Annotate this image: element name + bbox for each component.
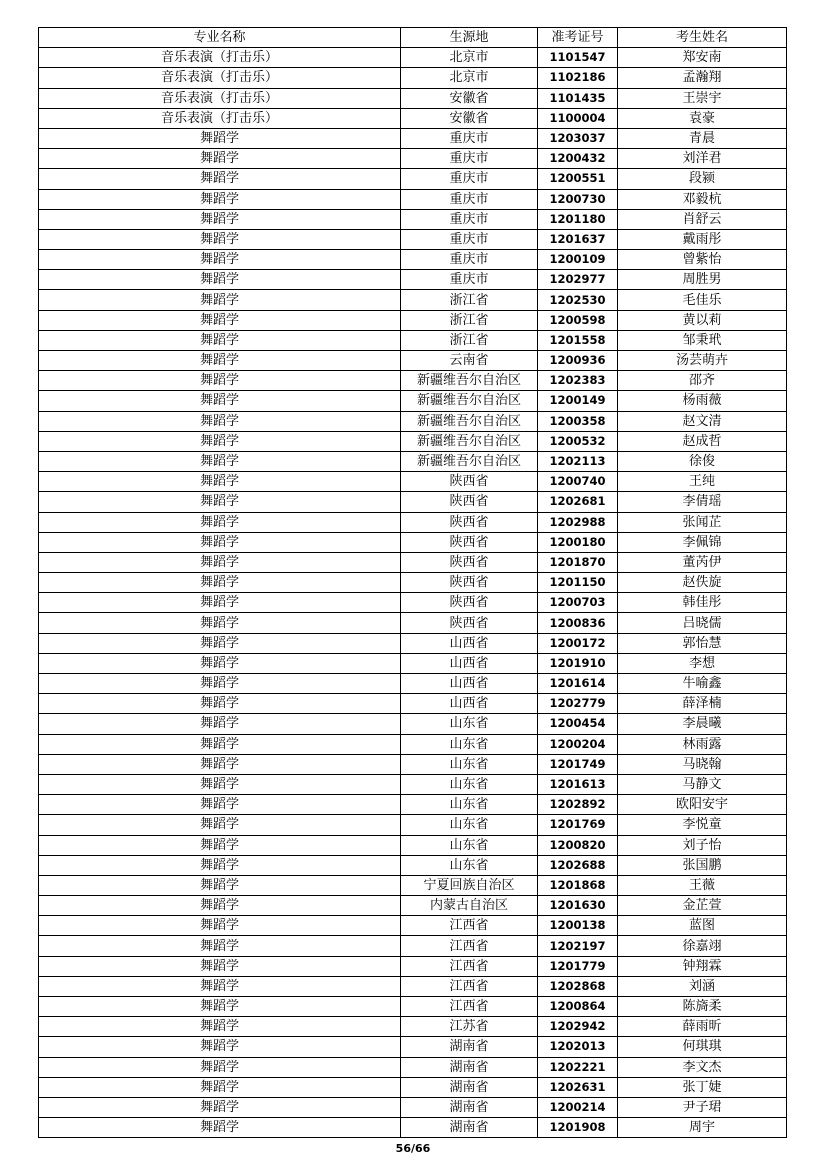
- cell-major: 舞蹈学: [39, 391, 401, 411]
- cell-student-name: 孟瀚翔: [618, 68, 787, 88]
- table-row: [39, 633, 787, 653]
- cell-major: 舞蹈学: [39, 875, 401, 895]
- cell-exam-id: 1202631: [538, 1077, 618, 1097]
- cell-major: 舞蹈学: [39, 169, 401, 189]
- cell-student-name: 肖舒云: [618, 209, 787, 229]
- cell-major: 音乐表演（打击乐）: [39, 48, 401, 68]
- cell-student-name: 吕晓儒: [618, 613, 787, 633]
- cell-student-name: 杨雨薇: [618, 391, 787, 411]
- table-row: [39, 411, 787, 431]
- cell-student-name: 董芮伊: [618, 552, 787, 572]
- table-row: [39, 896, 787, 916]
- cell-major: 舞蹈学: [39, 956, 401, 976]
- table-row: [39, 997, 787, 1017]
- table-body: [39, 48, 787, 1138]
- cell-origin: 安徽省: [401, 108, 538, 128]
- cell-exam-id: 1202113: [538, 451, 618, 471]
- cell-exam-id: 1200730: [538, 189, 618, 209]
- cell-exam-id: 1200836: [538, 613, 618, 633]
- table-row: [39, 169, 787, 189]
- cell-origin: 江西省: [401, 956, 538, 976]
- cell-major: 舞蹈学: [39, 1017, 401, 1037]
- cell-origin: 安徽省: [401, 88, 538, 108]
- table-row: [39, 613, 787, 633]
- cell-student-name: 钟翔霖: [618, 956, 787, 976]
- cell-major: 舞蹈学: [39, 1057, 401, 1077]
- cell-exam-id: 1202942: [538, 1017, 618, 1037]
- cell-origin: 重庆市: [401, 128, 538, 148]
- cell-exam-id: 1200432: [538, 149, 618, 169]
- cell-origin: 江西省: [401, 936, 538, 956]
- cell-major: 舞蹈学: [39, 451, 401, 471]
- table-row: [39, 371, 787, 391]
- cell-origin: 新疆维吾尔自治区: [401, 431, 538, 451]
- cell-origin: 陕西省: [401, 472, 538, 492]
- cell-origin: 新疆维吾尔自治区: [401, 371, 538, 391]
- cell-major: 舞蹈学: [39, 573, 401, 593]
- cell-origin: 浙江省: [401, 290, 538, 310]
- cell-major: 舞蹈学: [39, 714, 401, 734]
- cell-origin: 浙江省: [401, 310, 538, 330]
- cell-exam-id: 1200740: [538, 472, 618, 492]
- cell-major: 舞蹈学: [39, 310, 401, 330]
- cell-student-name: 戴雨彤: [618, 229, 787, 249]
- table-row: [39, 593, 787, 613]
- cell-major: 舞蹈学: [39, 371, 401, 391]
- table-row: [39, 532, 787, 552]
- cell-origin: 陕西省: [401, 492, 538, 512]
- header-exam-id: 准考证号: [538, 28, 618, 48]
- cell-major: 舞蹈学: [39, 330, 401, 350]
- cell-origin: 陕西省: [401, 593, 538, 613]
- table-row: [39, 310, 787, 330]
- header-student-name: 考生姓名: [618, 28, 787, 48]
- cell-major: 舞蹈学: [39, 411, 401, 431]
- cell-exam-id: 1101435: [538, 88, 618, 108]
- table-row: [39, 714, 787, 734]
- cell-major: 舞蹈学: [39, 613, 401, 633]
- cell-origin: 陕西省: [401, 613, 538, 633]
- table-row: [39, 88, 787, 108]
- cell-origin: 湖南省: [401, 1077, 538, 1097]
- table-row: [39, 976, 787, 996]
- cell-major: 舞蹈学: [39, 492, 401, 512]
- cell-exam-id: 1202977: [538, 270, 618, 290]
- cell-major: 舞蹈学: [39, 1037, 401, 1057]
- cell-origin: 重庆市: [401, 149, 538, 169]
- cell-student-name: 张国鹏: [618, 855, 787, 875]
- table-row: [39, 512, 787, 532]
- cell-major: 舞蹈学: [39, 593, 401, 613]
- cell-exam-id: 1201870: [538, 552, 618, 572]
- cell-exam-id: 1201908: [538, 1118, 618, 1138]
- cell-major: 舞蹈学: [39, 512, 401, 532]
- cell-student-name: 赵成哲: [618, 431, 787, 451]
- cell-student-name: 金芷萱: [618, 896, 787, 916]
- cell-origin: 云南省: [401, 351, 538, 371]
- cell-student-name: 何琪琪: [618, 1037, 787, 1057]
- table-row: [39, 351, 787, 371]
- cell-exam-id: 1201749: [538, 754, 618, 774]
- cell-major: 舞蹈学: [39, 229, 401, 249]
- table-row: [39, 1097, 787, 1117]
- table-row: [39, 653, 787, 673]
- cell-exam-id: 1203037: [538, 128, 618, 148]
- cell-major: 舞蹈学: [39, 149, 401, 169]
- cell-student-name: 尹子珺: [618, 1097, 787, 1117]
- cell-origin: 山东省: [401, 714, 538, 734]
- table-row: [39, 815, 787, 835]
- cell-student-name: 赵佚旋: [618, 573, 787, 593]
- cell-exam-id: 1200149: [538, 391, 618, 411]
- cell-origin: 山东省: [401, 754, 538, 774]
- cell-exam-id: 1202383: [538, 371, 618, 391]
- cell-major: 舞蹈学: [39, 270, 401, 290]
- cell-student-name: 青晨: [618, 128, 787, 148]
- cell-origin: 陕西省: [401, 573, 538, 593]
- cell-student-name: 段颍: [618, 169, 787, 189]
- cell-origin: 陕西省: [401, 552, 538, 572]
- cell-origin: 江西省: [401, 997, 538, 1017]
- cell-exam-id: 1202688: [538, 855, 618, 875]
- cell-major: 舞蹈学: [39, 431, 401, 451]
- cell-exam-id: 1202988: [538, 512, 618, 532]
- cell-major: 舞蹈学: [39, 916, 401, 936]
- cell-origin: 宁夏回族自治区: [401, 875, 538, 895]
- cell-exam-id: 1200204: [538, 734, 618, 754]
- cell-student-name: 邹秉玳: [618, 330, 787, 350]
- cell-student-name: 马晓翰: [618, 754, 787, 774]
- table-row: [39, 855, 787, 875]
- cell-student-name: 赵文清: [618, 411, 787, 431]
- cell-exam-id: 1201910: [538, 653, 618, 673]
- cell-major: 舞蹈学: [39, 997, 401, 1017]
- cell-student-name: 刘子怡: [618, 835, 787, 855]
- cell-student-name: 牛喻鑫: [618, 674, 787, 694]
- cell-major: 舞蹈学: [39, 472, 401, 492]
- cell-origin: 内蒙古自治区: [401, 896, 538, 916]
- cell-major: 舞蹈学: [39, 815, 401, 835]
- cell-student-name: 王薇: [618, 875, 787, 895]
- cell-major: 舞蹈学: [39, 896, 401, 916]
- cell-major: 舞蹈学: [39, 633, 401, 653]
- cell-origin: 湖南省: [401, 1097, 538, 1117]
- cell-major: 音乐表演（打击乐）: [39, 108, 401, 128]
- table-row: [39, 875, 787, 895]
- cell-exam-id: 1202868: [538, 976, 618, 996]
- cell-student-name: 李文杰: [618, 1057, 787, 1077]
- cell-major: 舞蹈学: [39, 754, 401, 774]
- cell-student-name: 袁豪: [618, 108, 787, 128]
- cell-student-name: 曾紫怡: [618, 250, 787, 270]
- cell-student-name: 张闻芷: [618, 512, 787, 532]
- cell-exam-id: 1200454: [538, 714, 618, 734]
- cell-origin: 北京市: [401, 48, 538, 68]
- cell-exam-id: 1200598: [538, 310, 618, 330]
- cell-student-name: 韩佳彤: [618, 593, 787, 613]
- cell-origin: 北京市: [401, 68, 538, 88]
- table-row: [39, 916, 787, 936]
- cell-exam-id: 1202530: [538, 290, 618, 310]
- table-row: [39, 250, 787, 270]
- cell-major: 舞蹈学: [39, 1097, 401, 1117]
- table-row: [39, 270, 787, 290]
- cell-origin: 山西省: [401, 653, 538, 673]
- cell-major: 舞蹈学: [39, 128, 401, 148]
- table-row: [39, 573, 787, 593]
- cell-exam-id: 1201150: [538, 573, 618, 593]
- cell-exam-id: 1201180: [538, 209, 618, 229]
- header-major: 专业名称: [39, 28, 401, 48]
- table-row: [39, 754, 787, 774]
- cell-origin: 山东省: [401, 774, 538, 794]
- cell-major: 舞蹈学: [39, 653, 401, 673]
- cell-student-name: 蓝图: [618, 916, 787, 936]
- cell-origin: 山东省: [401, 795, 538, 815]
- cell-origin: 重庆市: [401, 189, 538, 209]
- cell-exam-id: 1200172: [538, 633, 618, 653]
- cell-major: 舞蹈学: [39, 976, 401, 996]
- cell-major: 音乐表演（打击乐）: [39, 68, 401, 88]
- table-row: [39, 1017, 787, 1037]
- table-row: [39, 795, 787, 815]
- cell-student-name: 郑安南: [618, 48, 787, 68]
- cell-exam-id: 1201779: [538, 956, 618, 976]
- cell-student-name: 黄以莉: [618, 310, 787, 330]
- cell-student-name: 马静文: [618, 774, 787, 794]
- cell-origin: 湖南省: [401, 1057, 538, 1077]
- table-row: [39, 290, 787, 310]
- cell-major: 舞蹈学: [39, 774, 401, 794]
- cell-major: 舞蹈学: [39, 1118, 401, 1138]
- cell-exam-id: 1200936: [538, 351, 618, 371]
- table-row: [39, 451, 787, 471]
- cell-major: 舞蹈学: [39, 209, 401, 229]
- cell-major: 舞蹈学: [39, 734, 401, 754]
- table-row: [39, 1037, 787, 1057]
- cell-exam-id: 1200551: [538, 169, 618, 189]
- page-number: 56/66: [395, 1142, 431, 1155]
- cell-major: 舞蹈学: [39, 936, 401, 956]
- table-row: [39, 956, 787, 976]
- cell-student-name: 李佩锦: [618, 532, 787, 552]
- cell-origin: 陕西省: [401, 512, 538, 532]
- cell-exam-id: 1200820: [538, 835, 618, 855]
- table-row: [39, 694, 787, 714]
- table-row: [39, 68, 787, 88]
- cell-exam-id: 1200703: [538, 593, 618, 613]
- admission-list-table: [38, 27, 787, 1138]
- cell-student-name: 欧阳安宇: [618, 795, 787, 815]
- cell-origin: 江西省: [401, 916, 538, 936]
- table-row: [39, 674, 787, 694]
- cell-exam-id: 1202681: [538, 492, 618, 512]
- header-origin: 生源地: [401, 28, 538, 48]
- cell-origin: 山东省: [401, 734, 538, 754]
- table-row: [39, 552, 787, 572]
- cell-origin: 湖南省: [401, 1037, 538, 1057]
- table-row: [39, 835, 787, 855]
- table-row: [39, 189, 787, 209]
- cell-origin: 山西省: [401, 694, 538, 714]
- cell-student-name: 李悦童: [618, 815, 787, 835]
- cell-origin: 浙江省: [401, 330, 538, 350]
- table-row: [39, 48, 787, 68]
- cell-student-name: 刘涵: [618, 976, 787, 996]
- cell-student-name: 王纯: [618, 472, 787, 492]
- cell-student-name: 薛泽楠: [618, 694, 787, 714]
- cell-exam-id: 1200358: [538, 411, 618, 431]
- cell-major: 舞蹈学: [39, 290, 401, 310]
- cell-exam-id: 1202197: [538, 936, 618, 956]
- table-row: [39, 108, 787, 128]
- table-row: [39, 1057, 787, 1077]
- cell-exam-id: 1202779: [538, 694, 618, 714]
- cell-student-name: 汤芸萌卉: [618, 351, 787, 371]
- cell-exam-id: 1201637: [538, 229, 618, 249]
- cell-student-name: 李倩瑶: [618, 492, 787, 512]
- table-row: [39, 391, 787, 411]
- cell-origin: 重庆市: [401, 209, 538, 229]
- cell-major: 舞蹈学: [39, 189, 401, 209]
- cell-origin: 重庆市: [401, 250, 538, 270]
- table-row: [39, 149, 787, 169]
- cell-major: 舞蹈学: [39, 835, 401, 855]
- cell-major: 舞蹈学: [39, 1077, 401, 1097]
- cell-major: 舞蹈学: [39, 795, 401, 815]
- cell-exam-id: 1200532: [538, 431, 618, 451]
- cell-student-name: 林雨露: [618, 734, 787, 754]
- cell-major: 舞蹈学: [39, 694, 401, 714]
- cell-origin: 重庆市: [401, 229, 538, 249]
- cell-origin: 新疆维吾尔自治区: [401, 391, 538, 411]
- cell-exam-id: 1201630: [538, 896, 618, 916]
- cell-origin: 山西省: [401, 633, 538, 653]
- cell-student-name: 李想: [618, 653, 787, 673]
- cell-student-name: 陈旖柔: [618, 997, 787, 1017]
- cell-major: 舞蹈学: [39, 552, 401, 572]
- cell-exam-id: 1101547: [538, 48, 618, 68]
- table-row: [39, 229, 787, 249]
- cell-exam-id: 1200138: [538, 916, 618, 936]
- table-row: [39, 734, 787, 754]
- cell-origin: 重庆市: [401, 169, 538, 189]
- cell-origin: 江苏省: [401, 1017, 538, 1037]
- cell-exam-id: 1202013: [538, 1037, 618, 1057]
- cell-origin: 新疆维吾尔自治区: [401, 411, 538, 431]
- cell-origin: 湖南省: [401, 1118, 538, 1138]
- cell-student-name: 郭怡慧: [618, 633, 787, 653]
- cell-major: 音乐表演（打击乐）: [39, 88, 401, 108]
- table-row: [39, 128, 787, 148]
- cell-origin: 新疆维吾尔自治区: [401, 451, 538, 471]
- cell-exam-id: 1201558: [538, 330, 618, 350]
- cell-major: 舞蹈学: [39, 674, 401, 694]
- cell-origin: 江西省: [401, 976, 538, 996]
- cell-major: 舞蹈学: [39, 855, 401, 875]
- cell-student-name: 徐俊: [618, 451, 787, 471]
- cell-exam-id: 1202221: [538, 1057, 618, 1077]
- table-row: [39, 492, 787, 512]
- cell-exam-id: 1201614: [538, 674, 618, 694]
- cell-student-name: 徐嘉翊: [618, 936, 787, 956]
- cell-exam-id: 1200214: [538, 1097, 618, 1117]
- cell-exam-id: 1202892: [538, 795, 618, 815]
- cell-exam-id: 1102186: [538, 68, 618, 88]
- cell-major: 舞蹈学: [39, 351, 401, 371]
- cell-student-name: 邵齐: [618, 371, 787, 391]
- table-row: [39, 936, 787, 956]
- cell-exam-id: 1200180: [538, 532, 618, 552]
- table-row: [39, 1077, 787, 1097]
- table-row: [39, 472, 787, 492]
- cell-student-name: 周胜男: [618, 270, 787, 290]
- cell-origin: 山东省: [401, 815, 538, 835]
- header-row: [39, 28, 787, 48]
- table-row: [39, 1118, 787, 1138]
- cell-origin: 山西省: [401, 674, 538, 694]
- cell-exam-id: 1200109: [538, 250, 618, 270]
- cell-origin: 重庆市: [401, 270, 538, 290]
- table-row: [39, 209, 787, 229]
- cell-student-name: 薛雨昕: [618, 1017, 787, 1037]
- cell-student-name: 张丁婕: [618, 1077, 787, 1097]
- cell-student-name: 李晨曦: [618, 714, 787, 734]
- cell-student-name: 周宇: [618, 1118, 787, 1138]
- cell-student-name: 邓毅杭: [618, 189, 787, 209]
- cell-origin: 山东省: [401, 855, 538, 875]
- table-row: [39, 330, 787, 350]
- cell-exam-id: 1201613: [538, 774, 618, 794]
- cell-student-name: 王崇宇: [618, 88, 787, 108]
- cell-origin: 陕西省: [401, 532, 538, 552]
- cell-exam-id: 1200864: [538, 997, 618, 1017]
- cell-student-name: 毛佳乐: [618, 290, 787, 310]
- table-row: [39, 774, 787, 794]
- table-row: [39, 431, 787, 451]
- cell-major: 舞蹈学: [39, 250, 401, 270]
- cell-origin: 山东省: [401, 835, 538, 855]
- cell-major: 舞蹈学: [39, 532, 401, 552]
- cell-exam-id: 1201868: [538, 875, 618, 895]
- cell-exam-id: 1100004: [538, 108, 618, 128]
- cell-student-name: 刘洋君: [618, 149, 787, 169]
- cell-exam-id: 1201769: [538, 815, 618, 835]
